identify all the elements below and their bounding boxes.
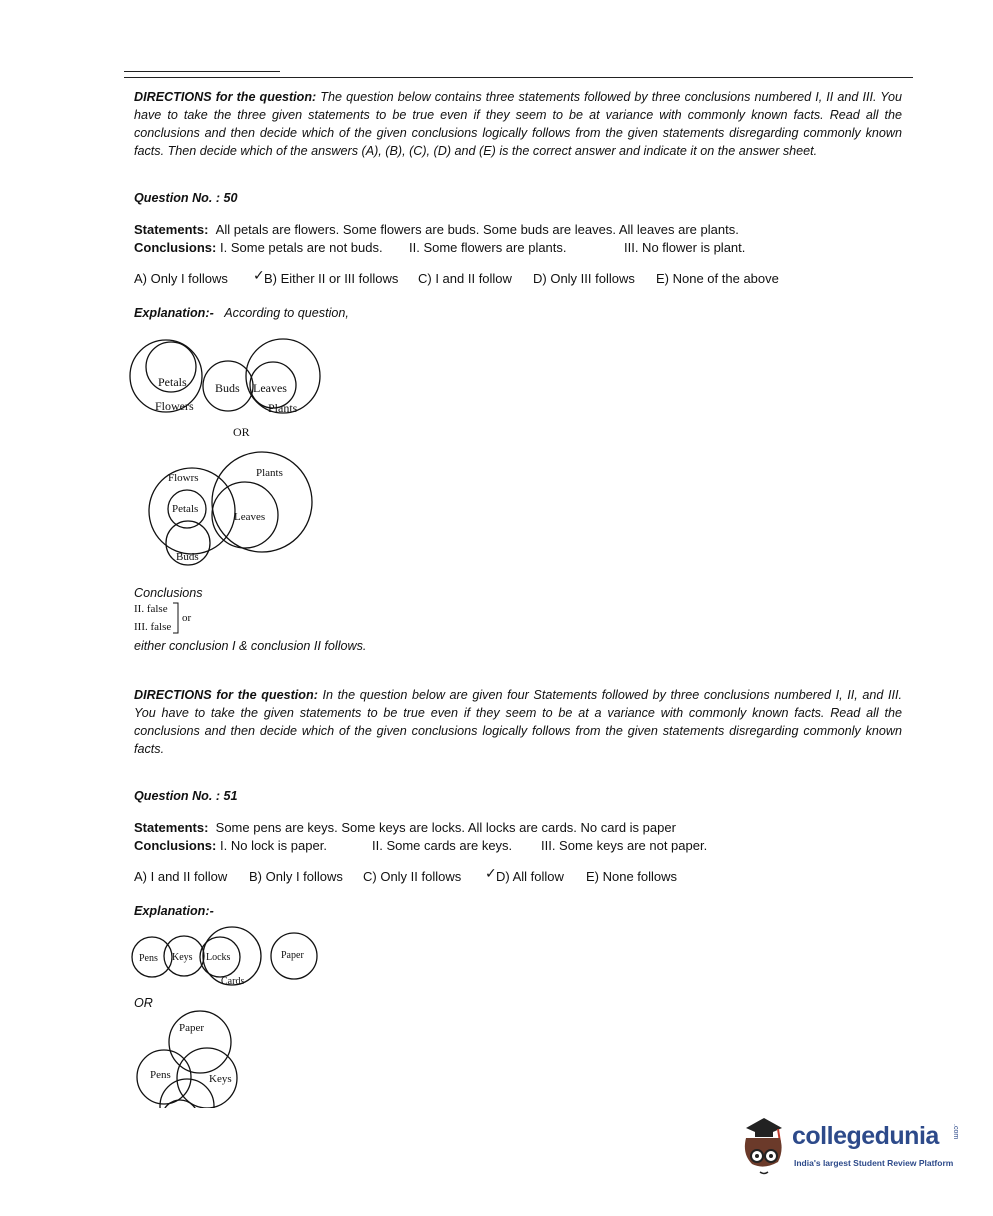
q51-conclusion-3: III. Some keys are not paper. bbox=[541, 838, 708, 853]
q50-venn-diagram-1 bbox=[128, 334, 328, 426]
q50-ii-false: II. false bbox=[134, 603, 168, 615]
q50-conclusions-heading: Conclusions bbox=[134, 586, 203, 600]
q50-or-label: OR bbox=[233, 425, 250, 439]
q50-explanation bbox=[134, 306, 349, 320]
directions-2 bbox=[134, 686, 902, 758]
paper-label: Paper bbox=[281, 950, 304, 961]
keys-label-2: Keys bbox=[209, 1073, 232, 1085]
plants-label-2: Plants bbox=[256, 467, 283, 479]
top-long-rule bbox=[124, 77, 913, 78]
q51-statements-label: Statements: bbox=[134, 820, 209, 835]
pens-label: Pens bbox=[139, 953, 158, 964]
question-50-number: Question No. : 50 bbox=[134, 191, 238, 205]
top-short-rule bbox=[124, 71, 280, 72]
paper-circle-2 bbox=[169, 1011, 231, 1073]
q50-option-e: E) None of the above bbox=[656, 271, 779, 286]
directions-1-text: The question below contains three statements followed by three conclusions numbered I, II and III. You have to take the three given statements to be true even if they seem to be at variance with commonly known facts. Read all the conclusions and then decide which of the given conclusions logically follows from the given statements disregarding commonly known facts. Then decide which of the answers (A), (B), (C), (D) and (E) is the correct answer and indicate it on the answer sheet. bbox=[134, 90, 903, 158]
petals-label: Petals bbox=[158, 375, 187, 389]
q51-conclusions-label: Conclusions: bbox=[134, 838, 217, 853]
petals-label-2: Petals bbox=[172, 503, 199, 515]
flowers-label-2: Flowrs bbox=[168, 472, 199, 484]
q50-statements-text: All petals are flowers. Some flowers are buds. Some buds are leaves. All leaves are plants. bbox=[215, 222, 739, 237]
q50-check-icon: ✓ bbox=[253, 268, 265, 284]
q50-option-b: B) Either II or III follows bbox=[264, 271, 399, 286]
directions-2-label: DIRECTIONS for the question: bbox=[134, 688, 318, 702]
paper-label-2: Paper bbox=[179, 1022, 205, 1034]
directions-1 bbox=[134, 88, 902, 160]
q50-statements bbox=[134, 222, 739, 237]
q50-explanation-text: According to question, bbox=[224, 306, 349, 320]
plants-label: Plants bbox=[268, 401, 298, 415]
q50-explanation-label: Explanation:- bbox=[134, 306, 214, 320]
keys-label: Keys bbox=[172, 952, 193, 963]
brand-tagline: India's largest Student Review Platform bbox=[794, 1158, 954, 1168]
pens-label-2: Pens bbox=[150, 1069, 171, 1081]
q50-option-a: A) Only I follows bbox=[134, 271, 228, 286]
mascot-icon bbox=[738, 1110, 794, 1182]
q51-explanation-label: Explanation:- bbox=[134, 904, 214, 918]
buds-label-2: Buds bbox=[176, 551, 199, 563]
q51-check-icon: ✓ bbox=[485, 866, 497, 882]
q51-option-e: E) None follows bbox=[586, 869, 678, 884]
q51-conclusions bbox=[134, 838, 216, 853]
q50-iii-false: III. false bbox=[134, 621, 172, 633]
q50-conclusions bbox=[134, 240, 216, 255]
cards-label: Cards bbox=[221, 976, 245, 987]
locks-label: Locks bbox=[206, 952, 231, 963]
q51-option-d: D) All follow bbox=[496, 869, 564, 884]
brand-suffix: .com bbox=[952, 1124, 959, 1140]
buds-label: Buds bbox=[215, 381, 240, 395]
q51-conclusion-1: I. No lock is paper. bbox=[220, 838, 327, 853]
q50-or-small: or bbox=[182, 612, 192, 624]
q51-explanation bbox=[134, 904, 214, 918]
q51-option-c: C) Only II follows bbox=[363, 869, 462, 884]
leaves-label-2: Leaves bbox=[234, 511, 266, 523]
collegedunia-logo bbox=[738, 1110, 968, 1182]
q50-conclusion-1: I. Some petals are not buds. bbox=[220, 240, 383, 255]
directions-2-text: In the question below are given four Statements followed by three conclusions numbered I, II, and III. You have to take the given statements to be true even if they seem to be at a variance with commonly known facts. Read all the conclusions and then decide which of the given conclusions logically follows from the given statements disregarding commonly known facts. bbox=[134, 688, 902, 756]
q51-venn-diagram-2 bbox=[134, 1006, 244, 1108]
q50-venn-diagram-2 bbox=[140, 448, 315, 566]
bracket-icon bbox=[172, 602, 180, 634]
brand-name: collegedunia bbox=[792, 1122, 939, 1150]
directions-1-label: DIRECTIONS for the question: bbox=[134, 90, 317, 104]
question-51-number: Question No. : 51 bbox=[134, 789, 238, 803]
q51-option-a: A) I and II follow bbox=[134, 869, 228, 884]
q51-statements-text: Some pens are keys. Some keys are locks. All locks are cards. No card is paper bbox=[215, 820, 676, 835]
q50-final-conclusion: either conclusion I & conclusion II follows. bbox=[134, 639, 367, 653]
q51-statements bbox=[134, 820, 676, 835]
q51-venn-diagram-1 bbox=[128, 925, 324, 987]
q50-option-d: D) Only III follows bbox=[533, 271, 635, 286]
q50-option-c: C) I and II follow bbox=[418, 271, 512, 286]
flowers-label: Flowers bbox=[155, 399, 194, 413]
q50-statements-label: Statements: bbox=[134, 222, 209, 237]
leaves-label: Leaves bbox=[253, 381, 287, 395]
q50-conclusion-2: II. Some flowers are plants. bbox=[409, 240, 567, 255]
q50-conclusions-label: Conclusions: bbox=[134, 240, 217, 255]
q50-conclusion-3: III. No flower is plant. bbox=[624, 240, 746, 255]
q51-option-b: B) Only I follows bbox=[249, 869, 343, 884]
q51-or-label: OR bbox=[134, 996, 153, 1010]
q51-conclusion-2: II. Some cards are keys. bbox=[372, 838, 513, 853]
